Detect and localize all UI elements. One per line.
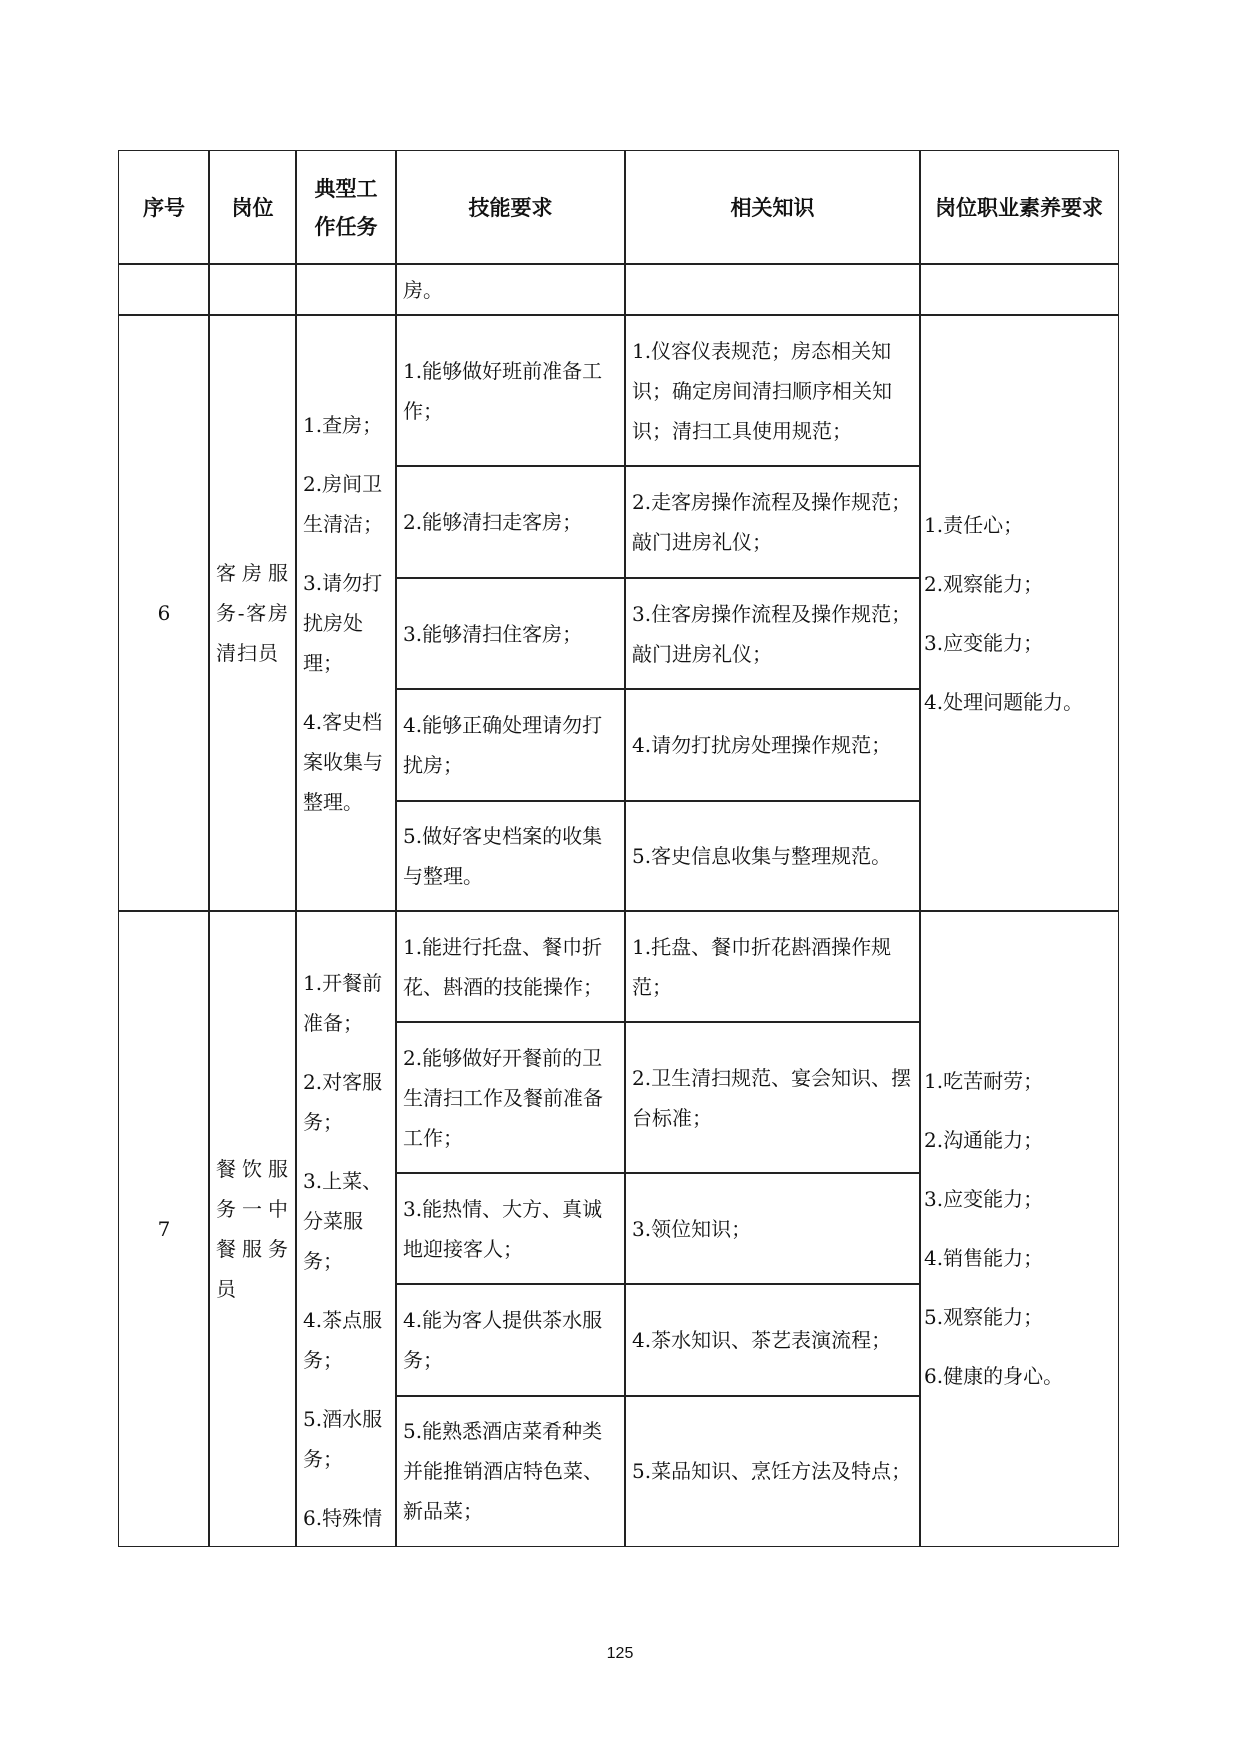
- grid-line: [396, 688, 920, 690]
- grid-line: [396, 577, 920, 579]
- section-6-knowledge-2: 2.走客房操作流程及操作规范；敲门进房礼仪；: [632, 490, 912, 554]
- section-7-knowledge-4: 4.茶水知识、茶艺表演流程；: [632, 1328, 892, 1352]
- section-7-skill-1: 1.能进行托盘、餐巾折花、斟酒的技能操作；: [403, 934, 603, 999]
- section-6-skill-4: 4.能够正确处理请勿打扰房；: [403, 713, 603, 777]
- section-6-no: 6: [157, 601, 171, 625]
- quality-item: 1.吃苦耐劳；: [924, 1069, 1044, 1093]
- section-7-post: 餐饮服务一中餐服务员: [216, 1156, 289, 1301]
- grid-line: [396, 1395, 920, 1397]
- section-7-knowledge-5: 5.菜品知识、烹饪方法及特点；: [632, 1459, 912, 1483]
- section-7-skill-5: 5.能熟悉酒店菜肴种类并能推销酒店特色菜、新品菜；: [403, 1419, 603, 1523]
- task-item: 5.酒水服务；: [303, 1407, 383, 1471]
- grid-line: [119, 314, 1118, 316]
- task-item: 6.特殊情: [303, 1506, 383, 1530]
- header-quality: 岗位职业素养要求: [935, 195, 1103, 220]
- section-6-skill-2: 2.能够清扫走客房；: [403, 510, 583, 534]
- section-7-knowledge-1: 1.托盘、餐巾折花斟酒操作规范；: [632, 934, 892, 999]
- grid-line: [396, 1172, 920, 1174]
- section-6-skill-5: 5.做好客史档案的收集与整理。: [403, 824, 603, 888]
- header-task: 典型工作任务: [314, 176, 378, 239]
- page-number: 125: [606, 1645, 634, 1662]
- grid-line: [396, 465, 920, 467]
- section-6-tasks: [296, 315, 396, 911]
- grid-line: [396, 800, 920, 802]
- section-7-knowledge-2: 2.卫生清扫规范、宴会知识、摆台标准；: [632, 1065, 912, 1130]
- quality-item: 3.应变能力；: [924, 1187, 1044, 1211]
- quality-item: 2.沟通能力；: [924, 1128, 1044, 1152]
- quality-item: 4.处理问题能力。: [924, 689, 1084, 714]
- section-6-post: 客房服务-客房清扫员: [216, 561, 289, 665]
- task-item: 3.请勿打扰房处理；: [303, 570, 383, 675]
- section-6-knowledge-4: 4.请勿打扰房处理操作规范；: [632, 733, 892, 757]
- section-7-knowledge-3: 3.领位知识；: [632, 1216, 752, 1241]
- section-7-skill-2: 2.能够做好开餐前的卫生清扫工作及餐前准备工作；: [403, 1045, 603, 1150]
- continuation-skill: 房。: [403, 277, 443, 302]
- grid-line: [395, 151, 397, 1546]
- task-item: 4.茶点服务；: [303, 1308, 383, 1372]
- grid-line: [624, 151, 626, 1546]
- quality-item: 6.健康的身心。: [924, 1364, 1064, 1388]
- section-6-knowledge-5: 5.客史信息收集与整理规范。: [632, 844, 892, 868]
- section-7-qualities: [920, 911, 1118, 1546]
- task-item: 1.查房；: [303, 412, 383, 437]
- quality-item: 3.应变能力；: [924, 630, 1044, 655]
- section-7-no: 7: [157, 1216, 171, 1241]
- grid-line: [119, 263, 1118, 265]
- section-6-skill-3: 3.能够清扫住客房；: [403, 621, 583, 646]
- header-knowledge: 相关知识: [730, 195, 815, 220]
- section-7-tasks: [296, 911, 396, 1546]
- grid-line: [295, 151, 297, 1546]
- task-item: 1.开餐前准备；: [303, 971, 383, 1035]
- task-item: 2.房间卫生清洁；: [303, 471, 383, 536]
- grid-line: [396, 1021, 920, 1023]
- grid-line: [208, 151, 210, 1546]
- section-7-skill-3: 3.能热情、大方、真诚地迎接客人；: [403, 1196, 603, 1261]
- quality-item: 1.责任心；: [924, 512, 1024, 537]
- section-6-knowledge-3: 3.住客房操作流程及操作规范；敲门进房礼仪；: [632, 601, 912, 666]
- header-post: 岗位: [231, 195, 274, 220]
- task-item: 4.客史档案收集与整理。: [303, 709, 383, 814]
- quality-item: 4.销售能力；: [924, 1246, 1044, 1270]
- quality-item: 5.观察能力；: [924, 1305, 1044, 1329]
- section-6-knowledge-1: 1.仪容仪表规范；房态相关知识；确定房间清扫顺序相关知识；清扫工具使用规范；: [632, 338, 892, 443]
- header-skill: 技能要求: [468, 195, 553, 220]
- competency-table: [118, 150, 1119, 1547]
- quality-item: 2.观察能力；: [924, 571, 1044, 596]
- section-7-skill-4: 4.能为客人提供茶水服务；: [403, 1308, 603, 1372]
- header-no: 序号: [143, 195, 185, 220]
- grid-line: [396, 1283, 920, 1285]
- grid-line: [919, 151, 921, 1546]
- task-item: 3.上菜、分菜服务；: [303, 1169, 383, 1273]
- grid-line: [119, 910, 1118, 912]
- task-item: 2.对客服务；: [303, 1070, 383, 1134]
- section-6-skill-1: 1.能够做好班前准备工作；: [403, 358, 603, 423]
- section-6-qualities: [920, 315, 1118, 911]
